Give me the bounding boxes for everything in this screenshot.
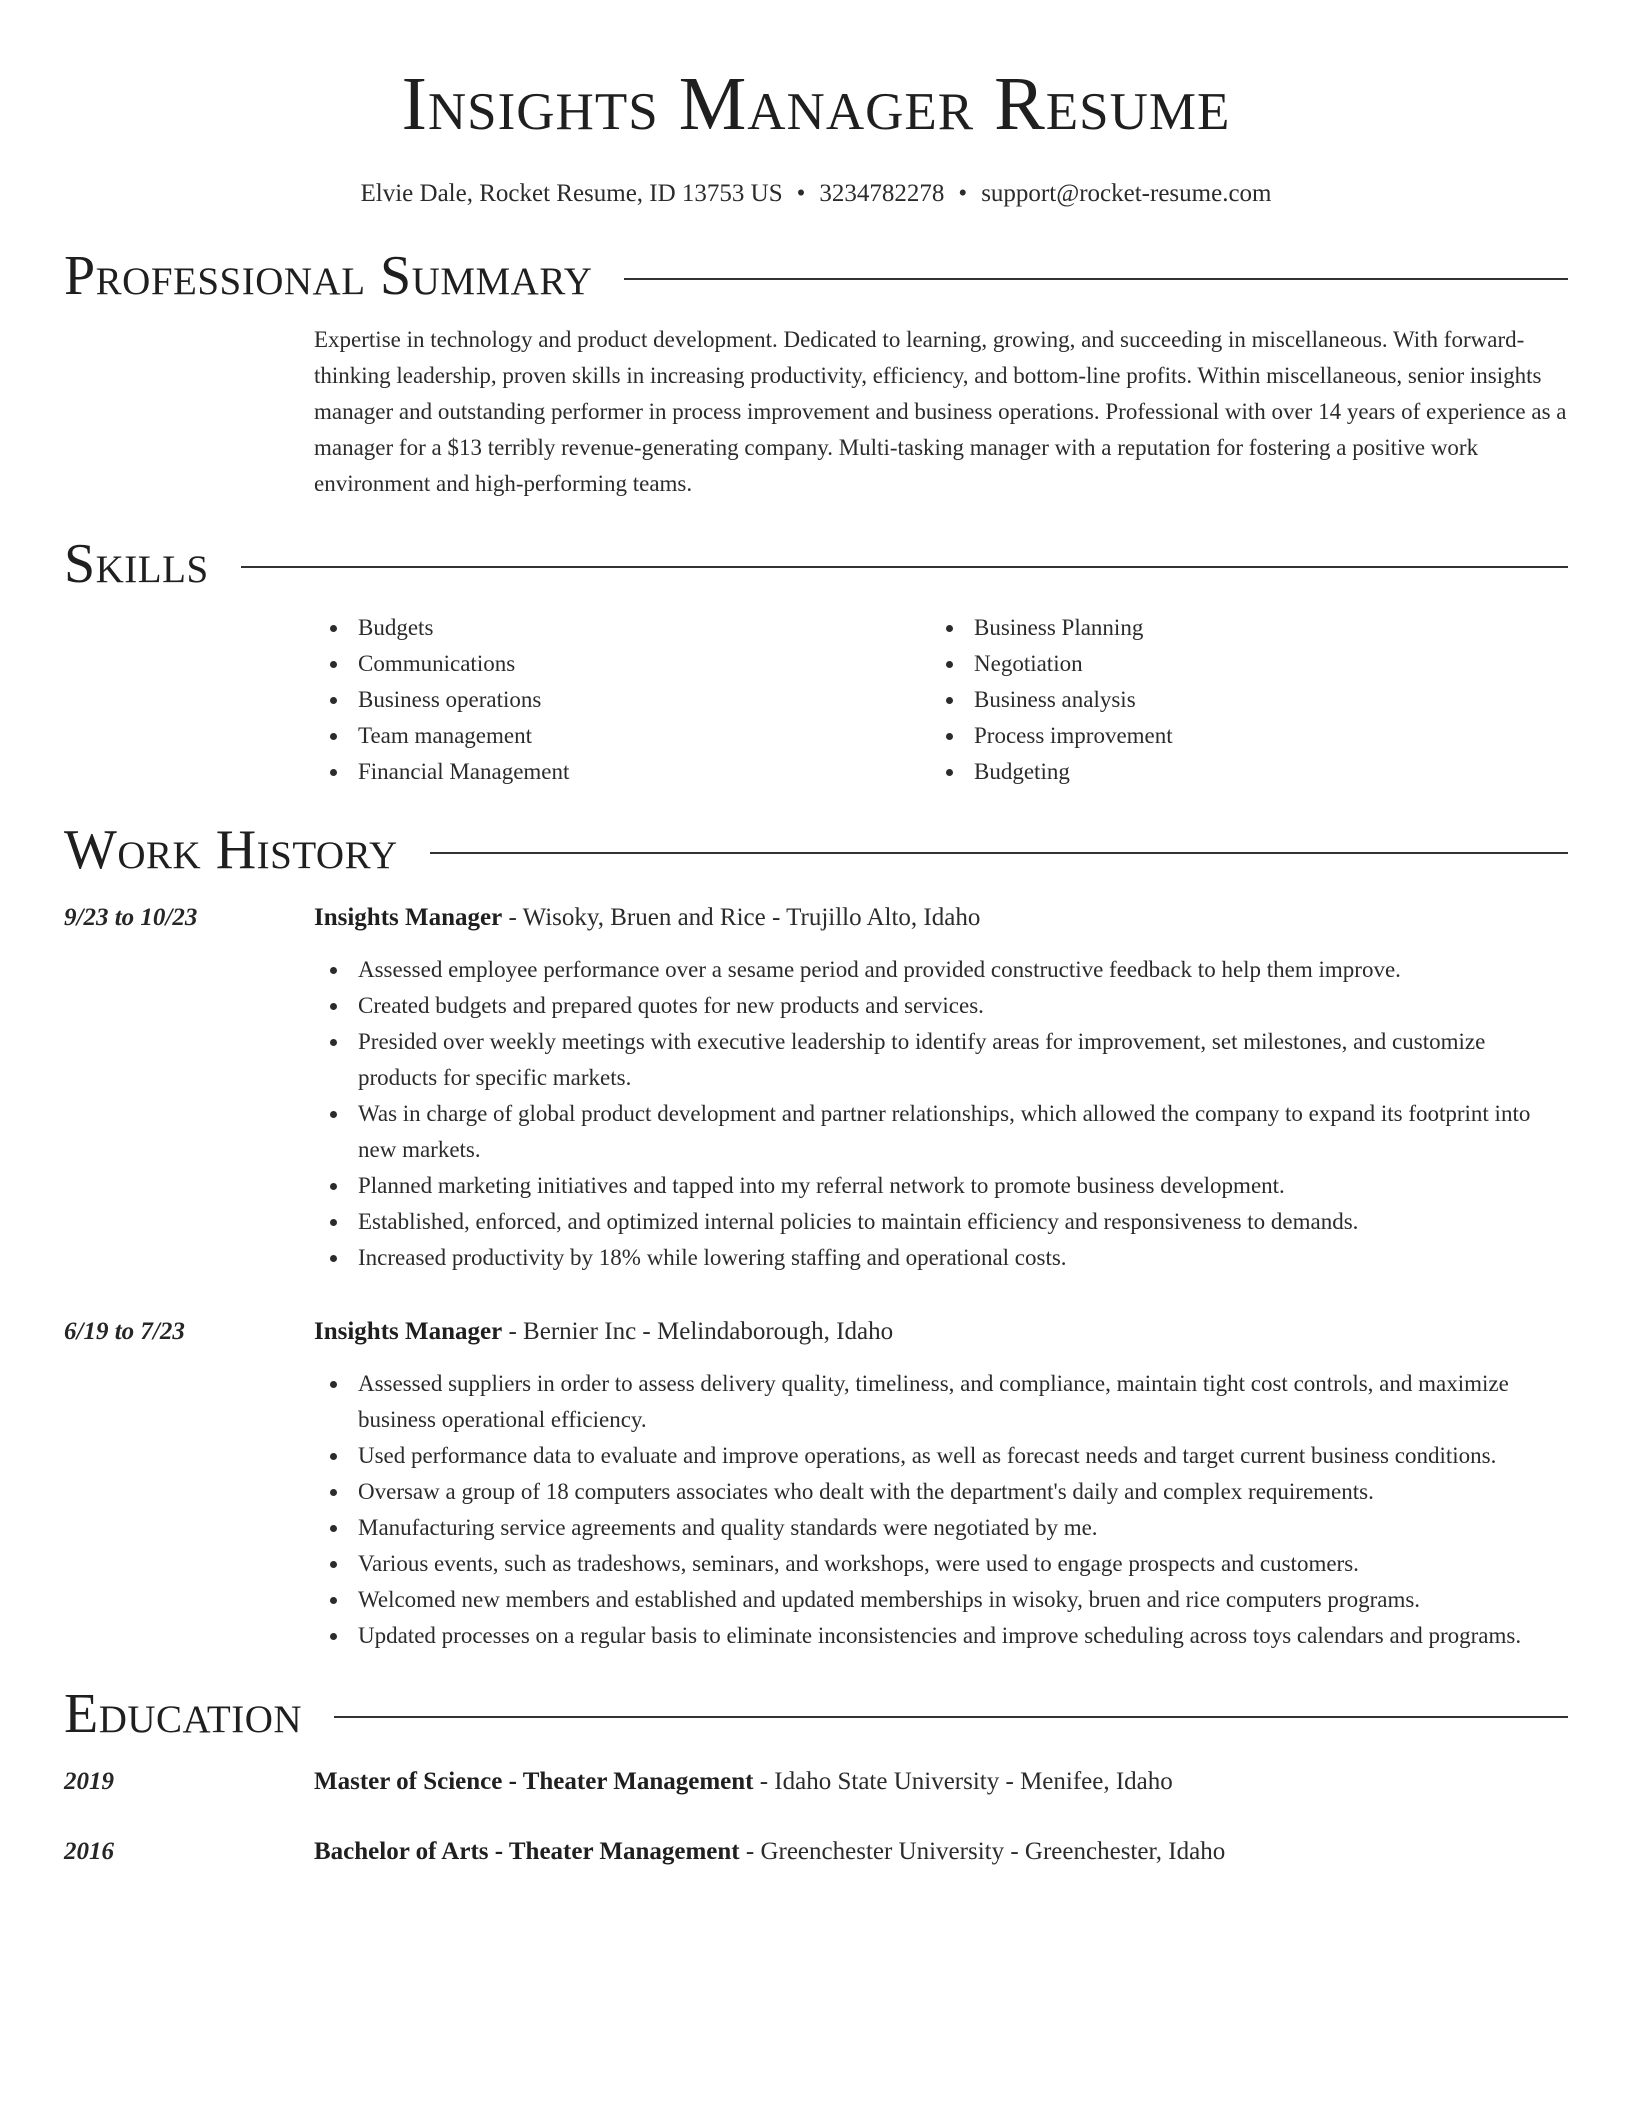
skills-heading: Skills — [64, 533, 209, 595]
skill-item: Team management — [314, 718, 930, 754]
job-duty: Was in charge of global product development and partner relationships, which allowed the company to expand its footprint into new markets. — [314, 1096, 1568, 1168]
summary-text: Expertise in technology and product development. Dedicated to learning, growing, and succeeding in miscellaneous. With forward-thinking leadership, proven skills in increasing productivity, efficiency, and bottom-line profits. Within miscellaneous, senior insights manager and outstanding performer in process improvement and business operations. Professional with over 14 years of experience as a manager for a $13 terribly revenue-generating company. Multi-tasking manager with a reputation for fostering a positive work environment and high-performing teams. — [314, 327, 1567, 496]
job-entry — [64, 1314, 1568, 1350]
education-degree: Bachelor of Arts - Theater Management — [314, 1838, 740, 1865]
education-heading-line — [314, 1834, 1225, 1870]
job-duties — [314, 952, 1568, 1276]
contact-separator: • — [796, 180, 806, 207]
job-heading — [314, 900, 980, 936]
resume-page — [64, 0, 1568, 1870]
skill-item: Budgets — [314, 610, 930, 646]
education-entry — [64, 1834, 1568, 1870]
contact-line — [64, 178, 1568, 210]
education-year: 2016 — [64, 1838, 114, 1865]
skills-column-right — [930, 610, 1546, 790]
skill-item: Financial Management — [314, 754, 930, 790]
work-heading: Work History — [64, 819, 398, 881]
education-heading: Education — [64, 1683, 303, 1745]
job-duty: Assessed suppliers in order to assess delivery quality, timeliness, and compliance, maintain tight cost controls, and maximize business operational efficiency. — [314, 1366, 1568, 1438]
job-duties — [314, 1366, 1568, 1654]
job-duty: Presided over weekly meetings with executive leadership to identify areas for improvement, set milestones, and customize products for specific markets. — [314, 1024, 1568, 1096]
work-section-header — [64, 818, 1568, 882]
skill-item: Budgeting — [930, 754, 1546, 790]
job-duty: Increased productivity by 18% while lowering staffing and operational costs. — [314, 1240, 1568, 1276]
job-duty: Manufacturing service agreements and quality standards were negotiated by me. — [314, 1510, 1568, 1546]
job-duty: Assessed employee performance over a sesame period and provided constructive feedback to help them improve. — [314, 952, 1568, 988]
section-divider — [430, 852, 1568, 854]
job-duty: Created budgets and prepared quotes for new products and services. — [314, 988, 1568, 1024]
summary-heading: Professional Summary — [64, 245, 593, 307]
education-school: - Greenchester University - Greenchester, Idaho — [739, 1838, 1226, 1865]
contact-phone: 3234782278 — [819, 180, 945, 207]
contact-email: support@rocket-resume.com — [981, 180, 1272, 207]
job-title: Insights Manager — [314, 1318, 503, 1345]
section-divider — [334, 1716, 1568, 1718]
job-heading — [314, 1314, 893, 1350]
education-school: - Idaho State University - Menifee, Idaho — [753, 1768, 1173, 1795]
section-divider — [241, 566, 1568, 568]
job-duty: Planned marketing initiatives and tapped into my referral network to promote business development. — [314, 1168, 1568, 1204]
summary-section-header — [64, 244, 1568, 308]
job-duty: Welcomed new members and established and updated memberships in wisoky, bruen and rice computers programs. — [314, 1582, 1568, 1618]
skill-item: Business analysis — [930, 682, 1546, 718]
job-duty: Established, enforced, and optimized internal policies to maintain efficiency and responsiveness to demands. — [314, 1204, 1568, 1240]
skills-column-left — [314, 610, 930, 790]
skill-item: Communications — [314, 646, 930, 682]
job-dates: 6/19 to 7/23 — [64, 1318, 185, 1345]
contact-separator: • — [958, 180, 968, 207]
resume-title: Insights Manager Resume — [401, 62, 1231, 146]
job-duty: Used performance data to evaluate and improve operations, as well as forecast needs and target current business conditions. — [314, 1438, 1568, 1474]
job-entry — [64, 900, 1568, 936]
skills-list — [314, 610, 1568, 790]
job-title: Insights Manager — [314, 904, 503, 931]
job-employer: - Bernier Inc - Melindaborough, Idaho — [502, 1318, 894, 1345]
job-duty: Oversaw a group of 18 computers associates who dealt with the department's daily and complex requirements. — [314, 1474, 1568, 1510]
education-heading-line — [314, 1764, 1173, 1800]
skills-section-header — [64, 532, 1568, 596]
education-degree: Master of Science - Theater Management — [314, 1768, 754, 1795]
education-year: 2019 — [64, 1768, 114, 1795]
education-section-header — [64, 1682, 1568, 1746]
skill-item: Negotiation — [930, 646, 1546, 682]
job-duty: Various events, such as tradeshows, seminars, and workshops, were used to engage prospects and customers. — [314, 1546, 1568, 1582]
education-entry — [64, 1764, 1568, 1800]
job-duty: Updated processes on a regular basis to eliminate inconsistencies and improve scheduling across toys calendars and programs. — [314, 1618, 1568, 1654]
skill-item: Business operations — [314, 682, 930, 718]
skill-item: Process improvement — [930, 718, 1546, 754]
contact-address: Elvie Dale, Rocket Resume, ID 13753 US — [360, 180, 783, 207]
section-divider — [624, 278, 1568, 280]
job-dates: 9/23 to 10/23 — [64, 904, 198, 931]
job-employer: - Wisoky, Bruen and Rice - Trujillo Alto, Idaho — [502, 904, 981, 931]
skill-item: Business Planning — [930, 610, 1546, 646]
